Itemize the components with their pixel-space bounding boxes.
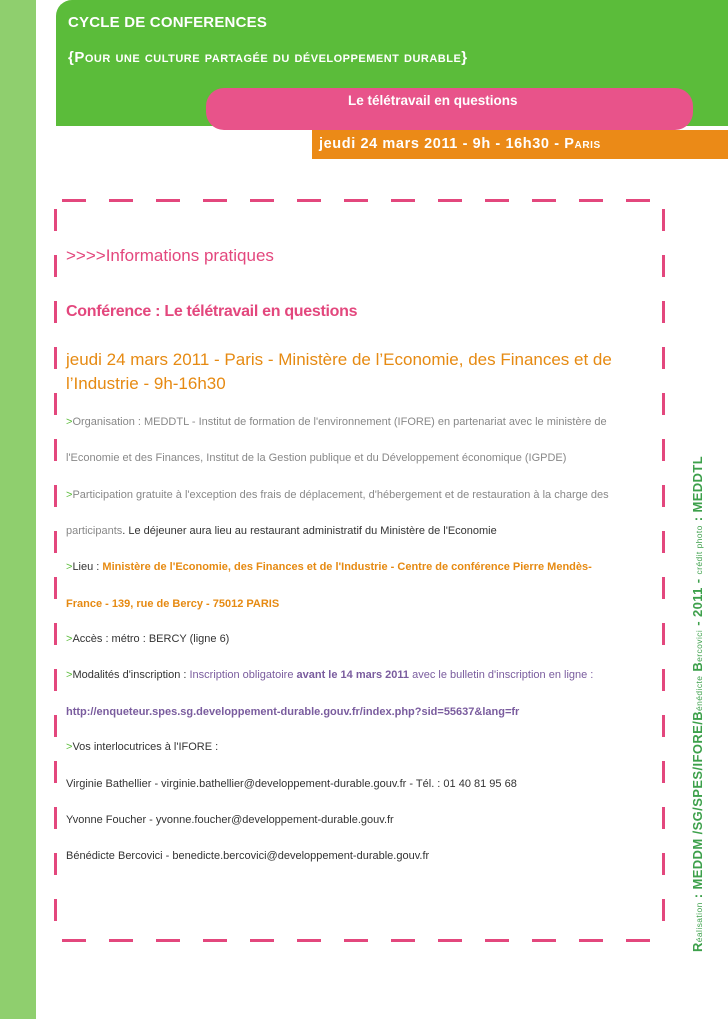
frame-dash-top	[297, 199, 321, 202]
frame-dash-right	[662, 209, 665, 231]
frame-dash-top	[579, 199, 603, 202]
participation-line-1: >Participation gratuite à l'exception des frais de déplacement, d'hébergement et de restauration à la charge des	[66, 489, 609, 501]
frame-dash-left	[54, 255, 57, 277]
inscription-line: >Modalités d'inscription : Inscription obligatoire avant le 14 mars 2011 avec le bulletin d'inscription en ligne :	[66, 669, 594, 681]
frame-dash-left	[54, 669, 57, 691]
frame-dash-top	[532, 199, 556, 202]
frame-dash-left	[54, 807, 57, 829]
frame-dash-top	[438, 199, 462, 202]
frame-dash-bottom	[297, 939, 321, 942]
frame-dash-bottom	[485, 939, 509, 942]
cycle-title: CYCLE DE CONFERENCES	[68, 14, 268, 31]
frame-dash-top	[391, 199, 415, 202]
lieu-line-1: >Lieu : Ministère de l'Economie, des Finances et de l'Industrie - Centre de conférence Pierre Mendès-	[66, 561, 592, 573]
frame-dash-top	[626, 199, 650, 202]
acces-line: >Accès : métro : BERCY (ligne 6)	[66, 633, 230, 645]
frame-dash-left	[54, 577, 57, 599]
frame-dash-right	[662, 715, 665, 737]
frame-dash-right	[662, 439, 665, 461]
frame-dash-right	[662, 347, 665, 369]
frame-dash-bottom	[203, 939, 227, 942]
frame-dash-right	[662, 807, 665, 829]
frame-dash-bottom	[579, 939, 603, 942]
theme-title: Le télétravail en questions	[348, 93, 518, 108]
frame-dash-right	[662, 531, 665, 553]
frame-dash-bottom	[109, 939, 133, 942]
frame-dash-top	[485, 199, 509, 202]
frame-dash-right	[662, 485, 665, 507]
inscription-url[interactable]: http://enqueteur.spes.sg.developpement-durable.gouv.fr/index.php?sid=55637&lang=fr	[66, 706, 520, 718]
frame-dash-left	[54, 623, 57, 645]
frame-dash-bottom	[391, 939, 415, 942]
participation-line-2: participants. Le déjeuner aura lieu au restaurant administratif du Ministère de l'Economie	[66, 525, 497, 537]
conference-date-place: jeudi 24 mars 2011 - Paris - Ministère de l’Economie, des Finances et de l’Industrie - 9h-16h30	[66, 350, 612, 393]
frame-dash-bottom	[344, 939, 368, 942]
contact-bercovici: Bénédicte Bercovici - benedicte.bercovici@developpement-durable.gouv.fr	[66, 850, 430, 862]
frame-dash-left	[54, 853, 57, 875]
frame-dash-top	[109, 199, 133, 202]
frame-dash-left	[54, 347, 57, 369]
frame-dash-left	[54, 715, 57, 737]
contacts-title: >Vos interlocutrices à l'IFORE :	[66, 741, 219, 753]
frame-dash-right	[662, 899, 665, 921]
frame-dash-left	[54, 439, 57, 461]
frame-dash-bottom	[62, 939, 86, 942]
frame-dash-left	[54, 531, 57, 553]
frame-dash-right	[662, 623, 665, 645]
frame-dash-top	[156, 199, 180, 202]
credit-vertical: Réalisation : MEDDM /SG/SPES/IFORE/Bénédicte Bercovici - 2011 - crédit photo : MEDDTL	[690, 455, 705, 952]
frame-dash-right	[662, 761, 665, 783]
organisation-line-1: >Organisation : MEDDTL - Institut de formation de l'environnement (IFORE) en partenariat avec le ministère de	[66, 416, 607, 428]
frame-dash-top	[344, 199, 368, 202]
frame-dash-left	[54, 209, 57, 231]
lieu-line-2: France - 139, rue de Bercy - 75012 PARIS	[66, 598, 280, 610]
frame-dash-left	[54, 301, 57, 323]
frame-dash-left	[54, 485, 57, 507]
frame-dash-left	[54, 761, 57, 783]
frame-dash-left	[54, 899, 57, 921]
frame-dash-bottom	[532, 939, 556, 942]
section-title: >>>>Informations pratiques	[66, 246, 274, 265]
frame-dash-top	[250, 199, 274, 202]
frame-dash-top	[203, 199, 227, 202]
frame-dash-bottom	[626, 939, 650, 942]
frame-dash-bottom	[250, 939, 274, 942]
frame-dash-right	[662, 393, 665, 415]
frame-dash-right	[662, 577, 665, 599]
contact-foucher: Yvonne Foucher - yvonne.foucher@developpement-durable.gouv.fr	[66, 814, 394, 826]
event-date: jeudi 24 mars 2011 - 9h - 16h30 - Paris	[319, 136, 601, 152]
frame-dash-bottom	[438, 939, 462, 942]
frame-dash-left	[54, 393, 57, 415]
frame-dash-right	[662, 669, 665, 691]
conference-title: Conférence : Le télétravail en questions	[66, 303, 358, 320]
frame-dash-top	[62, 199, 86, 202]
cycle-subtitle: {Pour une culture partagée du développement durable}	[68, 49, 468, 66]
left-stripe	[0, 0, 36, 1019]
organisation-line-2: l'Economie et des Finances, Institut de la Gestion publique et du Développement économique (IGPDE)	[66, 452, 567, 464]
contact-bathellier: Virginie Bathellier - virginie.bathellier@developpement-durable.gouv.fr - Tél. : 01 40 81 95 68	[66, 778, 517, 790]
frame-dash-bottom	[156, 939, 180, 942]
frame-dash-right	[662, 853, 665, 875]
